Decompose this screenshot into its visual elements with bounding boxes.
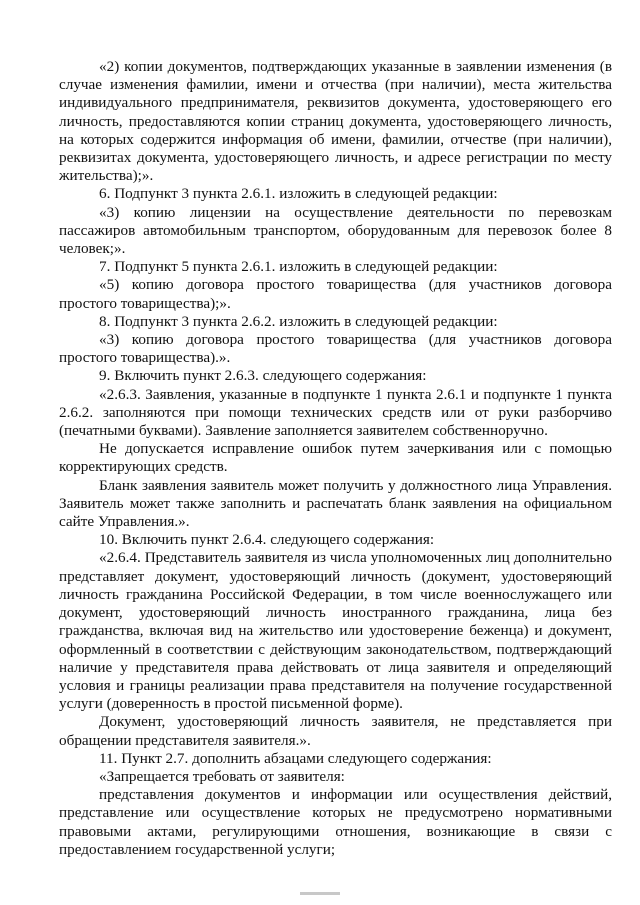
paragraph-point-9: 9. Включить пункт 2.6.3. следующего содержания: [99,367,427,385]
paragraph-documents-information: представления документов и информации или осуществления действий, представление или осуществление которых не предусмотрено нормативными правовыми актами, регулирующими отношения, возникающие в связи с предоставлением государственной услуги; [59,786,612,858]
paragraph-2-6-4: «2.6.4. Представитель заявителя из числа уполномоченных лиц дополнительно представляет документ, удостоверяющий личность (документ, удостоверяющий личность гражданина Российской Федерации, в том числе военнослужащего или документ, удостоверяющий личность иностранного гражданина, лица без гражданства, включая вид на жительство или удостоверение беженца) и документ, оформленный в соответствии с действующим законодательством, подтверждающий наличие у представителя права действовать от лица заявителя и определяющий условия и границы реализации права представителя на получение государственной услуги (доверенность в простой письменной форме). [59,549,612,713]
paragraph-no-corrections: Не допускается исправление ошибок путем зачеркивания или с помощью корректирующих средств. [59,440,612,476]
scan-artifact-mark [300,892,340,895]
paragraph-point-7: 7. Подпункт 5 пункта 2.6.1. изложить в следующей редакции: [99,258,498,276]
paragraph-point-8: 8. Подпункт 3 пункта 2.6.2. изложить в следующей редакции: [99,312,498,330]
paragraph-item-2-copies: «2) копии документов, подтверждающих указанные в заявлении изменения (в случае изменения фамилии, имени и отчества (при наличии), места жительства индивидуального предпринимателя, реквизитов документа, удостоверяющего его личность, предоставляются копии страниц документа, удостоверяющего личность, на которых содержится информация об имени, фамилии, отчестве (при наличии), реквизитах документа, удостоверяющего личность, и адресе регистрации по месту жительства);». [59,58,612,185]
paragraph-application-form: Бланк заявления заявитель может получить у должностного лица Управления. Заявитель может также заполнить и распечатать бланк заявления на официальном сайте Управления.». [59,476,612,531]
paragraph-point-6: 6. Подпункт 3 пункта 2.6.1. изложить в следующей редакции: [99,185,498,203]
paragraph-partnership-copy-3: «3) копию договора простого товарищества (для участников договора простого товарищества).». [59,331,612,367]
paragraph-prohibited: «Запрещается требовать от заявителя: [99,767,345,785]
paragraph-2-6-3: «2.6.3. Заявления, указанные в подпункте 1 пункта 2.6.1 и подпункте 1 пункта 2.6.2. заполняются при помощи технических средств или от руки разборчиво (печатными буквами). Заявление заполняется заявителем собственноручно. [59,385,612,440]
paragraph-point-11: 11. Пункт 2.7. дополнить абзацами следующего содержания: [99,749,492,767]
paragraph-point-10: 10. Включить пункт 2.6.4. следующего содержания: [99,531,435,549]
paragraph-partnership-copy-5: «5) копию договора простого товарищества (для участников договора простого товарищества);». [59,276,612,312]
document-page [59,58,612,859]
paragraph-identity-document: Документ, удостоверяющий личность заявителя, не представляется при обращении представителя заявителя.». [59,713,612,749]
paragraph-license-copy: «3) копию лицензии на осуществление деятельности по перевозкам пассажиров автомобильным транспортом, оборудованным для перевозок более 8 человек;». [59,203,612,258]
